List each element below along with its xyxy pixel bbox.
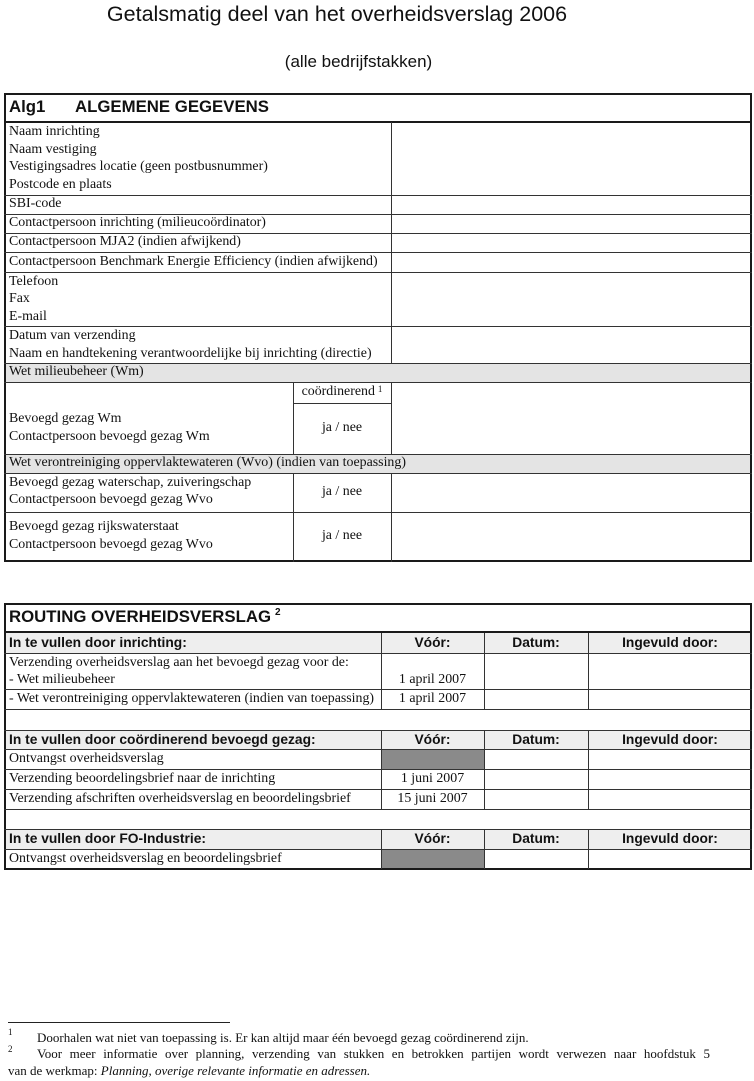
task-deadline: 1 april 2007 — [398, 672, 467, 687]
label-email: E-mail — [9, 309, 47, 324]
footnote-ref-2: 2 — [275, 607, 281, 618]
coordinating-label: coördinerend — [301, 384, 375, 399]
footnote-text: Voor meer informatie over planning, verzending van stukken en betrokken partijen wordt verwezen naar hoofdstuk 5 — [37, 1046, 710, 1061]
footnote-text-plain: van de werkmap: — [8, 1063, 101, 1078]
task-label: - Wet milieubeheer — [9, 672, 115, 687]
filled-by-field[interactable] — [589, 690, 750, 709]
date-field[interactable] — [485, 750, 588, 769]
label-sbi-code: SBI-code — [9, 196, 62, 211]
answer-field-contact-benchmark[interactable] — [392, 253, 750, 272]
column-header-filled-by: Ingevuld door: — [622, 635, 718, 650]
label-naam-inrichting: Naam inrichting — [9, 124, 100, 139]
task-label: Verzending beoordelingsbrief naar de inrichting — [9, 771, 276, 786]
column-header-date: Datum: — [512, 635, 560, 650]
answer-field-bevoegd-gezag-waterschap[interactable] — [392, 474, 750, 512]
column-header-filled-by: Ingevuld door: — [622, 732, 718, 747]
group-label-coordinerend: In te vullen door coördinerend bevoegd gezag: — [9, 732, 316, 747]
footnote-text: Doorhalen wat niet van toepassing is. Er kan altijd maar één bevoegd gezag coördinerend zijn. — [37, 1030, 529, 1045]
footnote-rule — [8, 1022, 230, 1023]
answer-field-contact-inrichting[interactable] — [392, 215, 750, 233]
label-postcode-plaats: Postcode en plaats — [9, 177, 112, 192]
page-title: Getalsmatig deel van het overheidsverslag 2006 — [106, 2, 568, 26]
answer-field-bevoegd-gezag-rijkswaterstaat[interactable] — [392, 513, 750, 560]
date-field[interactable] — [485, 690, 588, 709]
answer-field-bevoegd-gezag-wm[interactable] — [392, 383, 750, 454]
footnote-ref-1: 1 — [377, 384, 383, 394]
label-naam-handtekening: Naam en handtekening verantwoordelijke bij inrichting (directie) — [9, 346, 372, 361]
routing-heading-text: ROUTING OVERHEIDSVERSLAG — [9, 607, 272, 626]
label-bevoegd-gezag-rijkswaterstaat: Bevoegd gezag rijkswaterstaat — [9, 519, 179, 534]
task-label: Verzending afschriften overheidsverslag en beoordelingsbrief — [9, 791, 351, 806]
label-naam-vestiging: Naam vestiging — [9, 142, 97, 157]
label-bevoegd-gezag-wm: Bevoegd gezag Wm — [9, 411, 122, 426]
task-label: Ontvangst overheidsverslag en beoordelingsbrief — [9, 851, 282, 866]
task-label: Ontvangst overheidsverslag — [9, 751, 164, 766]
label-bevoegd-gezag-waterschap: Bevoegd gezag waterschap, zuiveringschap — [9, 475, 252, 490]
task-deadline: 15 juni 2007 — [397, 791, 468, 806]
column-header-before: Vóór: — [414, 732, 451, 747]
task-label: - Wet verontreiniging oppervlaktewateren (indien van toepassing) — [9, 691, 375, 706]
column-header-before: Vóór: — [414, 635, 451, 650]
coordinating-column-header — [293, 384, 391, 400]
filled-by-field[interactable] — [589, 850, 750, 868]
date-field[interactable] — [485, 770, 588, 789]
filled-by-field[interactable] — [589, 790, 750, 809]
filled-by-field[interactable] — [589, 770, 750, 789]
column-header-date: Datum: — [512, 732, 560, 747]
label-contact-bevoegd-gezag-wvo: Contactpersoon bevoegd gezag Wvo — [9, 537, 213, 552]
answer-field-contact-details[interactable] — [392, 273, 750, 326]
routing-heading — [9, 607, 281, 627]
answer-field-sbi-code[interactable] — [392, 196, 750, 214]
column-header-before: Vóór: — [414, 831, 451, 846]
row-divider — [293, 403, 391, 404]
answer-field-contact-mja2[interactable] — [392, 234, 750, 252]
group-label-fo-industrie: In te vullen door FO-Industrie: — [9, 831, 206, 846]
date-field[interactable] — [485, 654, 588, 689]
label-vestigingsadres: Vestigingsadres locatie (geen postbusnummer) — [9, 159, 268, 174]
choice-wm-ja-nee[interactable]: ja / nee — [321, 420, 363, 435]
choice-waterschap-ja-nee[interactable]: ja / nee — [321, 484, 363, 499]
filled-by-field[interactable] — [589, 654, 750, 689]
label-fax: Fax — [9, 291, 30, 306]
routing-header-divider — [4, 631, 752, 633]
row-divider — [4, 809, 752, 810]
footnote-text-continued — [8, 1063, 370, 1079]
column-header-filled-by: Ingevuld door: — [622, 831, 718, 846]
label-contact-mja2: Contactpersoon MJA2 (indien afwijkend) — [9, 234, 241, 249]
footnote-text-italic: Planning, overige relevante informatie en adressen. — [100, 1063, 371, 1078]
row-divider — [4, 709, 752, 710]
task-deadline: 1 april 2007 — [398, 691, 467, 706]
wm-heading: Wet milieubeheer (Wm) — [9, 364, 144, 379]
date-field[interactable] — [485, 790, 588, 809]
section-code: Alg1 — [9, 97, 46, 116]
date-field[interactable] — [485, 850, 588, 868]
label-contact-bevoegd-gezag-wvo: Contactpersoon bevoegd gezag Wvo — [9, 492, 213, 507]
label-contact-benchmark: Contactpersoon Benchmark Energie Efficiency (indien afwijkend) — [9, 254, 378, 269]
answer-field-identity[interactable] — [392, 122, 750, 195]
label-telefoon: Telefoon — [9, 274, 59, 289]
footnote-number: 2 — [8, 1044, 13, 1054]
wvo-heading: Wet verontreiniging oppervlaktewateren (Wvo) (indien van toepassing) — [9, 455, 406, 470]
label-contact-bevoegd-gezag-wm: Contactpersoon bevoegd gezag Wm — [9, 429, 210, 444]
task-deadline: 1 juni 2007 — [400, 771, 465, 786]
footnote-number: 1 — [8, 1027, 13, 1037]
filled-by-field[interactable] — [589, 750, 750, 769]
label-contact-inrichting: Contactpersoon inrichting (milieucoördinator) — [9, 215, 266, 230]
label-datum-verzending: Datum van verzending — [9, 328, 136, 343]
row-divider — [4, 829, 752, 830]
row-divider — [4, 730, 752, 731]
task-intro: Verzending overheidsverslag aan het bevoegd gezag voor de: — [9, 655, 349, 670]
section-heading: ALGEMENE GEGEVENS — [75, 97, 269, 116]
page-subtitle: (alle bedrijfstakken) — [284, 52, 433, 71]
choice-rijkswaterstaat-ja-nee[interactable]: ja / nee — [321, 528, 363, 543]
answer-field-signoff[interactable] — [392, 327, 750, 363]
column-header-date: Datum: — [512, 831, 560, 846]
group-label-inrichting: In te vullen door inrichting: — [9, 635, 187, 650]
